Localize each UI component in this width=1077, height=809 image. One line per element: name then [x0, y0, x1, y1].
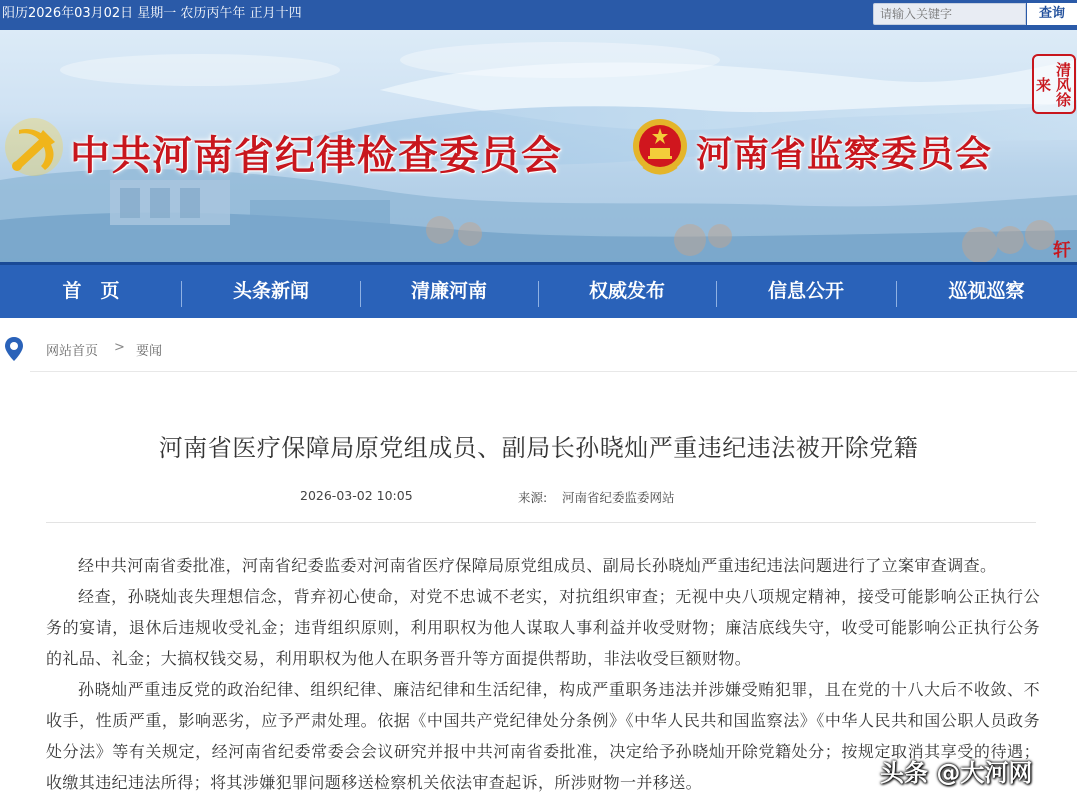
breadcrumb-divider [30, 371, 1077, 372]
breadcrumb-home-link[interactable]: 网站首页 [46, 344, 99, 359]
nav-item-headlines[interactable]: 头条新闻 [232, 280, 309, 302]
search-button[interactable]: 查询 [1027, 3, 1077, 25]
banner-title-cdi: 中共河南省纪律检查委员会 [70, 132, 562, 179]
breadcrumb [0, 318, 1077, 378]
article-source-label: 来源: [518, 490, 548, 505]
source-watermark: 头条 @大河网 [880, 759, 1033, 787]
article-paragraph: 孙晓灿严重违反党的政治纪律、组织纪律、廉洁纪律和生活纪律，构成严重职务违法并涉嫌受贿犯罪，且在党的十八大后不收敛、不收手，性质严重，影响恶劣，应予严肃处理。依据《中国共产党纪律处分条例》《中华人民共和国监察法》《中华人民共和国公职人员政务处分法》等有关规定，经河南省纪委常委会会议研究并报中共河南省委批准，决定给予孙晓灿开除党籍处分；按规定取消其享受的待遇；收缴其违纪违法所得；将其涉嫌犯罪问题移送检察机关依法审查起诉，所涉财物一并移送。 [46, 680, 1040, 792]
nav-item-home[interactable]: 首 页 [62, 280, 120, 302]
nav-item-releases[interactable]: 权威发布 [588, 280, 665, 302]
search-input[interactable] [873, 3, 1026, 25]
national-emblem-icon [630, 116, 690, 178]
article-datetime: 2026-03-02 10:05 [300, 488, 413, 503]
corner-mark: 轩 [1053, 240, 1071, 261]
date-text: 阳历2026年03月02日 星期一 农历丙午年 正月十四 [2, 6, 302, 21]
site-banner [0, 30, 1077, 262]
article-paragraph: 经中共河南省委批准，河南省纪委监委对河南省医疗保障局原党组成员、副局长孙晓灿严重违纪违法问题进行了立案审查调查。 [78, 556, 997, 575]
breadcrumb-separator: > [114, 340, 125, 355]
main-nav [0, 262, 1077, 318]
nav-item-disclosure[interactable]: 信息公开 [767, 280, 844, 302]
breadcrumb-current[interactable]: 要闻 [136, 344, 163, 359]
seal-stamp: 清风徐来 [1032, 54, 1076, 114]
top-bar [0, 0, 1077, 30]
nav-item-inspection[interactable]: 巡视巡察 [948, 280, 1025, 302]
article-source: 河南省纪委监委网站 [562, 490, 675, 505]
party-emblem-icon [3, 116, 65, 178]
location-pin-icon [4, 336, 24, 362]
article-title: 河南省医疗保障局原党组成员、副局长孙晓灿严重违纪违法被开除党籍 [158, 434, 919, 462]
banner-title-supervision: 河南省监察委员会 [696, 133, 993, 175]
article-paragraph: 经查，孙晓灿丧失理想信念，背弃初心使命，对党不忠诚不老实，对抗组织审查；无视中央八项规定精神，接受可能影响公正执行公务的宴请，退休后违规收受礼金；违背组织原则，利用职权为他人谋取人事利益并收受财物；廉洁底线失守，收受可能影响公正执行公务的礼品、礼金；大搞权钱交易，利用职权为他人在职务晋升等方面提供帮助，非法收受巨额财物。 [46, 587, 1040, 668]
article-divider [46, 522, 1036, 523]
nav-item-clean-henan[interactable]: 清廉河南 [410, 280, 487, 302]
